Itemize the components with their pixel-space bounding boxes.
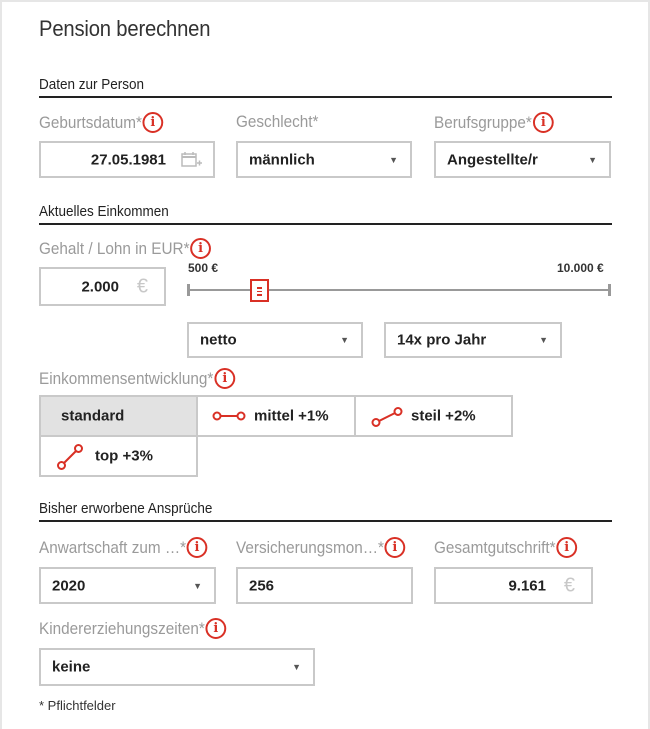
section-person-title: Daten zur Person bbox=[39, 76, 145, 93]
salary-label: Gehalt / Lohn in EUR * i bbox=[39, 238, 210, 259]
entitlement-select[interactable]: 2020 ▼ bbox=[39, 567, 216, 604]
profession-label: Berufsgruppe * i bbox=[434, 112, 553, 133]
insurance-months-label: Versicherungsmon… * i bbox=[236, 537, 405, 558]
info-icon[interactable]: i bbox=[187, 537, 208, 558]
trend-top-icon bbox=[56, 443, 84, 471]
section-claims-title: Bisher erworbene Ansprüche bbox=[39, 500, 213, 517]
chevron-down-icon: ▼ bbox=[340, 335, 349, 345]
income-option-standard[interactable]: standard bbox=[39, 395, 198, 437]
slider-min-label: 500 € bbox=[188, 261, 219, 275]
birthdate-field[interactable]: 27.05.1981 bbox=[39, 141, 215, 178]
info-icon[interactable]: i bbox=[556, 537, 577, 558]
gender-label: Geschlecht * bbox=[236, 112, 319, 131]
frequency-select[interactable]: 14x pro Jahr ▼ bbox=[384, 322, 562, 358]
info-icon[interactable]: i bbox=[533, 112, 554, 133]
chevron-down-icon: ▼ bbox=[193, 580, 202, 591]
calendar-icon[interactable] bbox=[181, 152, 203, 168]
salary-slider-handle[interactable] bbox=[250, 279, 269, 302]
info-icon[interactable]: i bbox=[206, 618, 227, 639]
chevron-down-icon: ▼ bbox=[292, 662, 301, 672]
income-option-top[interactable]: top +3% bbox=[39, 435, 198, 477]
gender-select[interactable]: männlich ▼ bbox=[236, 141, 412, 178]
insurance-months-input[interactable]: 256 bbox=[236, 567, 413, 604]
slider-max-label: 10.000 € bbox=[557, 261, 604, 275]
total-credit-label: Gesamtgutschrift * i bbox=[434, 537, 576, 558]
info-icon[interactable]: i bbox=[214, 368, 235, 389]
child-periods-select[interactable]: keine ▼ bbox=[39, 648, 315, 686]
income-option-steil[interactable]: steil +2% bbox=[354, 395, 513, 437]
section-person bbox=[39, 76, 612, 98]
profession-select[interactable]: Angestellte/r ▼ bbox=[434, 141, 611, 178]
info-icon[interactable]: i bbox=[385, 537, 406, 558]
trend-steep-icon bbox=[371, 406, 403, 428]
euro-icon: € bbox=[136, 275, 148, 297]
euro-icon: € bbox=[563, 574, 575, 596]
total-credit-field: 9.161 € bbox=[434, 567, 593, 604]
section-income bbox=[39, 203, 612, 225]
child-periods-label: Kindererziehungszeiten * i bbox=[39, 618, 226, 639]
net-gross-select[interactable]: netto ▼ bbox=[187, 322, 363, 358]
info-icon[interactable]: i bbox=[143, 112, 164, 133]
page-title: Pension berechnen bbox=[39, 16, 211, 41]
info-icon[interactable]: i bbox=[190, 238, 211, 259]
salary-input[interactable]: 2.000 € bbox=[39, 267, 166, 306]
slider-max-tick bbox=[608, 284, 611, 296]
birthdate-label: Geburtsdatum * i bbox=[39, 112, 163, 133]
section-income-title: Aktuelles Einkommen bbox=[39, 203, 169, 220]
chevron-down-icon: ▼ bbox=[539, 335, 548, 345]
chevron-down-icon: ▼ bbox=[389, 154, 398, 165]
entitlement-label: Anwartschaft zum … * i bbox=[39, 537, 207, 558]
income-development-label: Einkommensentwicklung * i bbox=[39, 368, 234, 389]
slider-min-tick bbox=[187, 284, 190, 296]
income-option-mittel[interactable]: mittel +1% bbox=[196, 395, 356, 437]
trend-mid-icon bbox=[212, 409, 246, 423]
required-footnote: * Pflichtfelder bbox=[39, 698, 116, 713]
section-claims bbox=[39, 500, 612, 522]
chevron-down-icon: ▼ bbox=[588, 154, 597, 165]
